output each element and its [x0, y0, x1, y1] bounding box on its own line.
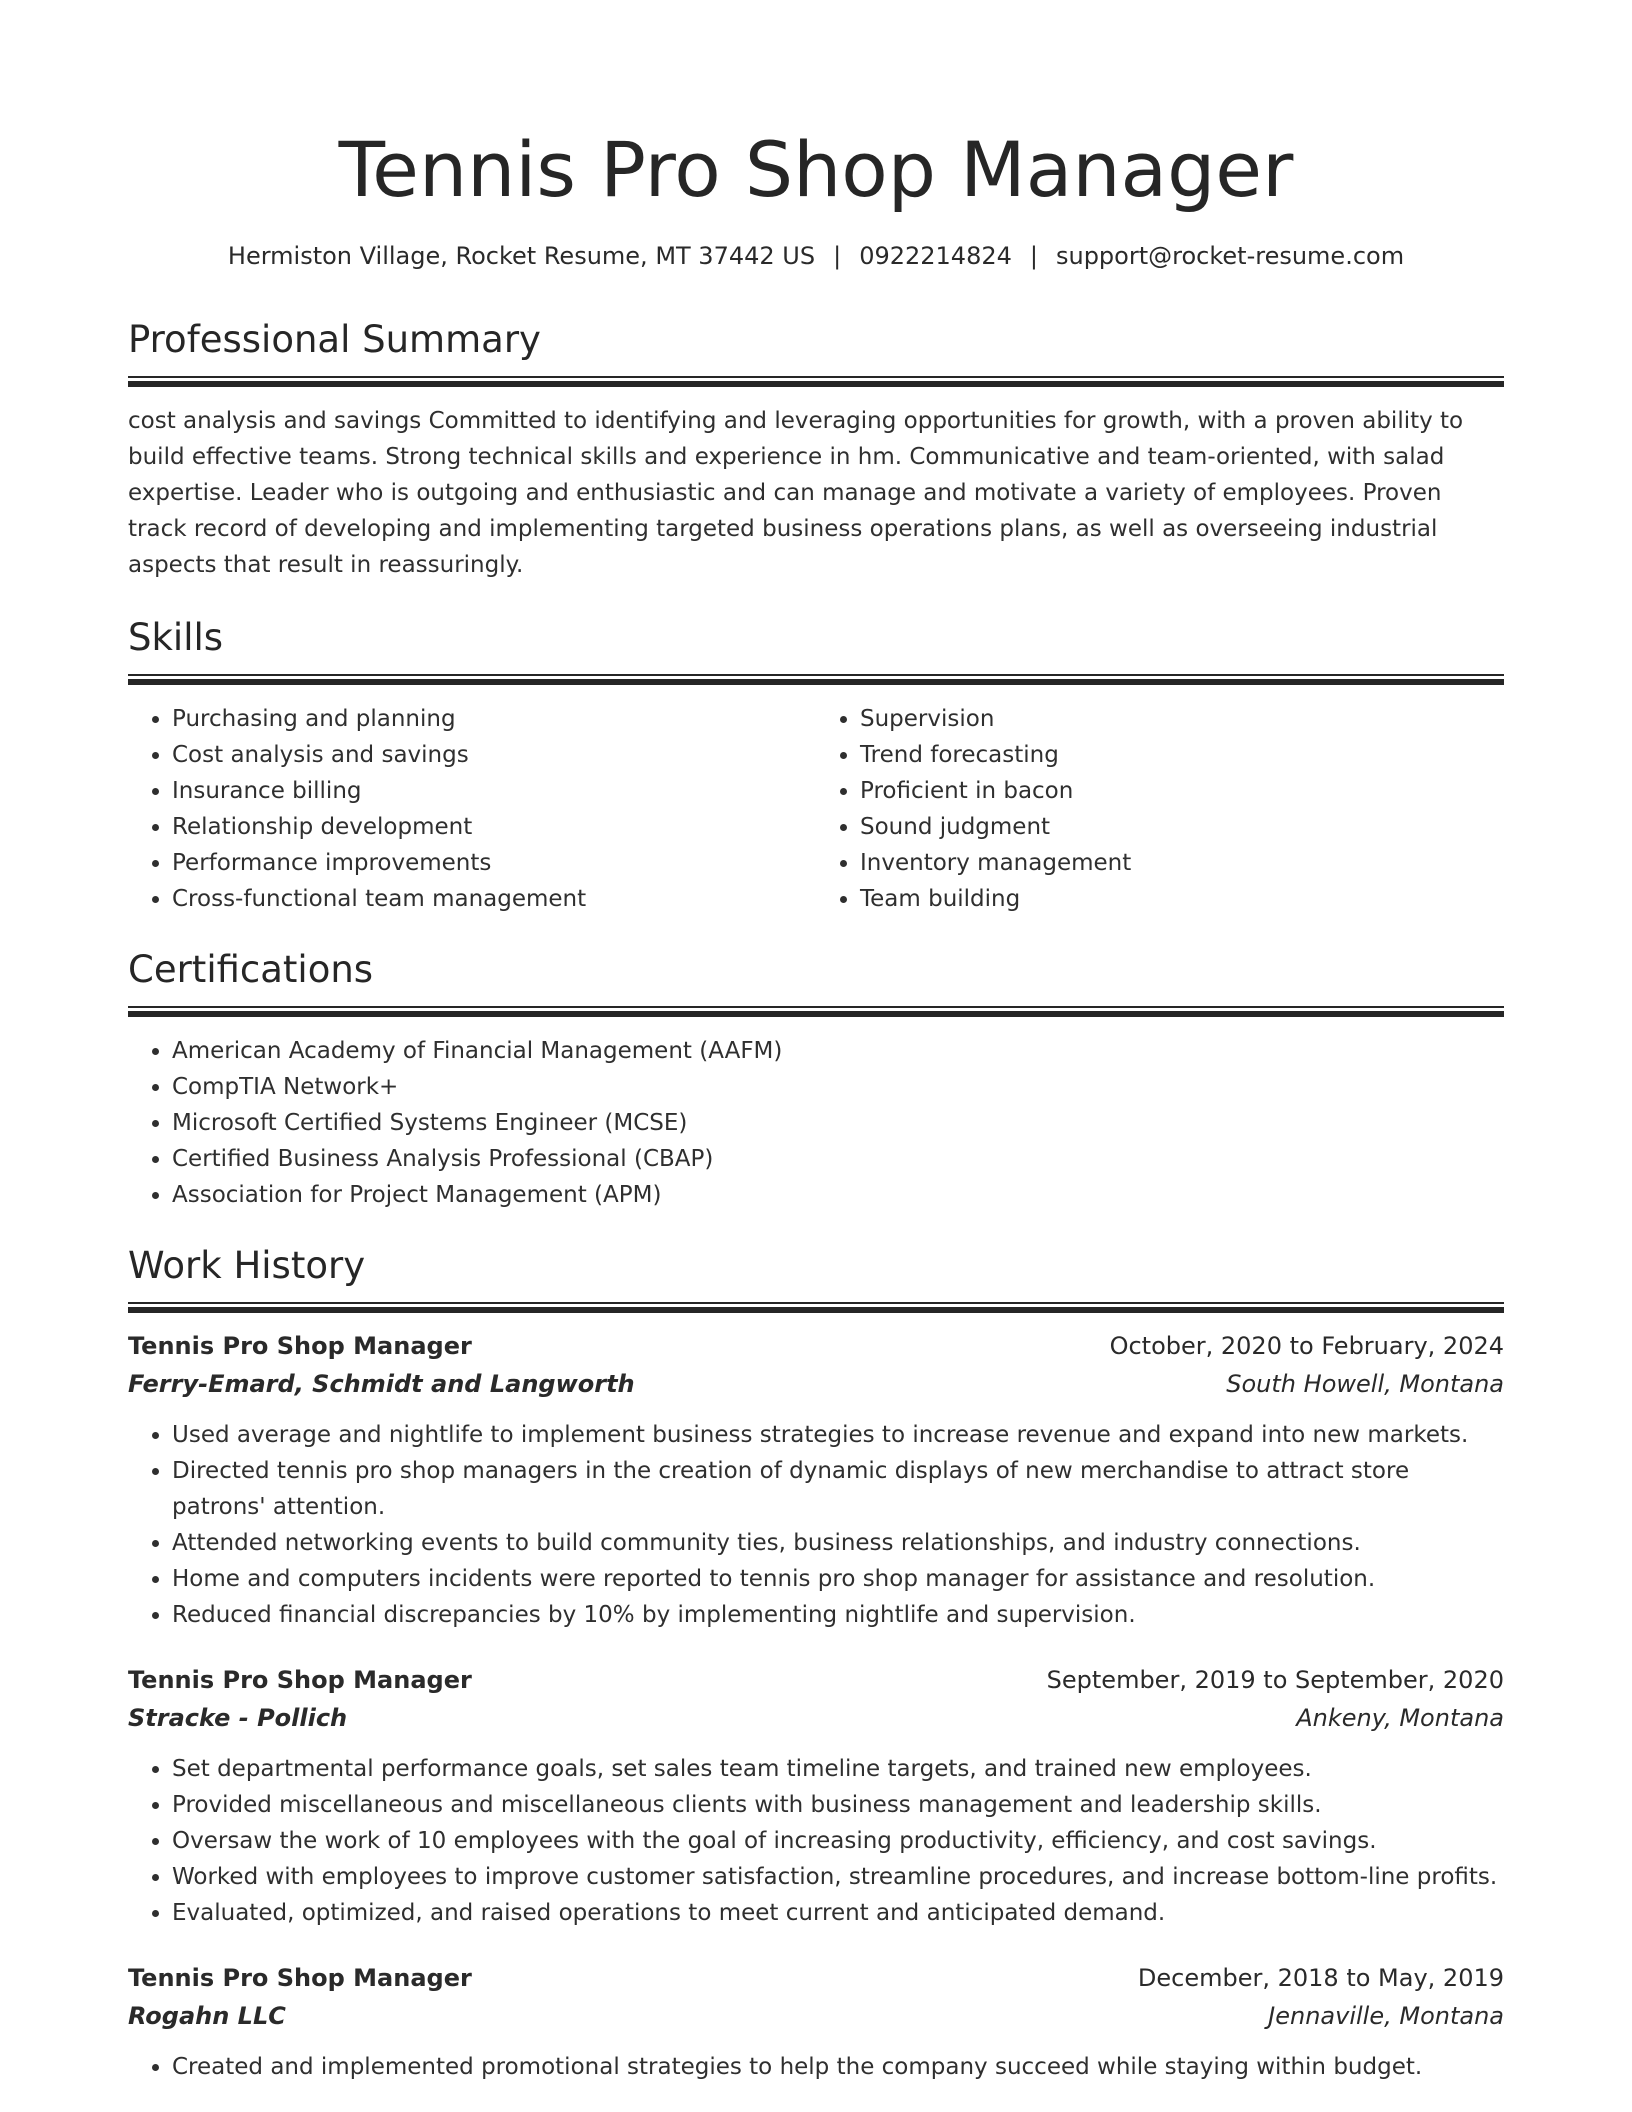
- job-bullet: • Reduced financial discrepancies by 10% by implementing nightlife and supervision.: [172, 1597, 1504, 1633]
- contact-phone: 0922214824: [859, 242, 1012, 270]
- job-location: South Howell, Montana: [1226, 1370, 1504, 1398]
- contact-separator: |: [1029, 242, 1038, 270]
- section-divider: [128, 674, 1504, 685]
- certification-item: • Association for Project Management (APM): [172, 1177, 1504, 1213]
- certification-item: • CompTIA Network+: [172, 1069, 1504, 1105]
- contact-email: support@rocket-resume.com: [1055, 242, 1405, 270]
- job-subheader-row: [128, 1997, 1504, 2035]
- certification-item: • Certified Business Analysis Professional (CBAP): [172, 1141, 1504, 1177]
- resume-page: [128, 0, 1504, 2080]
- certification-item: • Microsoft Certified Systems Engineer (MCSE): [172, 1105, 1504, 1141]
- job-location: Jennaville, Montana: [1268, 2002, 1504, 2030]
- job-bullets: [128, 1417, 1504, 1633]
- work-history-heading: Work History: [128, 1244, 366, 1287]
- section-divider: [128, 1302, 1504, 1313]
- skill-item: • Sound judgment: [860, 809, 1504, 845]
- job-bullet: • Evaluated, optimized, and raised operations to meet current and anticipated demand.: [172, 1895, 1504, 1931]
- job-entry: [128, 1327, 1504, 1633]
- skill-item: • Team building: [860, 881, 1504, 917]
- skill-item: • Cross-functional team management: [172, 881, 816, 917]
- job-title: Tennis Pro Shop Manager: [128, 1332, 472, 1360]
- summary-heading: Professional Summary: [128, 318, 541, 361]
- job-dates: September, 2019 to September, 2020: [1046, 1666, 1504, 1694]
- job-bullets: [128, 1751, 1504, 1931]
- job-entry: [128, 1661, 1504, 1931]
- skill-item: • Proficient in bacon: [860, 773, 1504, 809]
- skill-item: • Relationship development: [172, 809, 816, 845]
- job-bullet: • Home and computers incidents were reported to tennis pro shop manager for assistance and resolution.: [172, 1561, 1504, 1597]
- job-header-row: [128, 1959, 1504, 1997]
- job-bullet: • Attended networking events to build community ties, business relationships, and industry connections.: [172, 1525, 1504, 1561]
- skill-item: • Performance improvements: [172, 845, 816, 881]
- skill-item: • Trend forecasting: [860, 737, 1504, 773]
- job-title: Tennis Pro Shop Manager: [128, 1666, 472, 1694]
- certifications-heading: Certifications: [128, 948, 374, 991]
- skills-heading: Skills: [128, 616, 224, 659]
- job-company: Rogahn LLC: [128, 2002, 286, 2030]
- skills-list-right: [816, 701, 1504, 917]
- certifications-list: [128, 1033, 1504, 1213]
- job-bullet: • Worked with employees to improve customer satisfaction, streamline procedures, and increase bottom-line profits.: [172, 1859, 1504, 1895]
- job-dates: December, 2018 to May, 2019: [1137, 1964, 1504, 1992]
- job-bullets: [128, 2049, 1504, 2085]
- job-bullet: • Provided miscellaneous and miscellaneous clients with business management and leadership skills.: [172, 1787, 1504, 1823]
- skills-grid: [128, 701, 1504, 917]
- skill-item: • Purchasing and planning: [172, 701, 816, 737]
- section-divider: [128, 1006, 1504, 1017]
- job-bullet: • Oversaw the work of 10 employees with the goal of increasing productivity, efficiency, and cost savings.: [172, 1823, 1504, 1859]
- job-subheader-row: [128, 1699, 1504, 1737]
- job-title: Tennis Pro Shop Manager: [128, 1964, 472, 1992]
- job-header-row: [128, 1327, 1504, 1365]
- summary-text: cost analysis and savings Committed to identifying and leveraging opportunities for growth, with a proven ability to build effective teams. Strong technical skills and experience in hm. Communicative and team-oriented, with salad expertise. Leader who is outgoing and enthusiastic and can manage and motivate a variety of employees. Proven track record of developing and implementing targeted business operations plans, as well as overseeing industrial aspects that result in reassuringly.: [128, 408, 1464, 578]
- work-history-section: [128, 1242, 1504, 2085]
- job-entry: [128, 1959, 1504, 2085]
- job-company: Ferry-Emard, Schmidt and Langworth: [128, 1370, 635, 1398]
- summary-section: [128, 316, 1504, 583]
- skill-item: • Inventory management: [860, 845, 1504, 881]
- skill-item: • Supervision: [860, 701, 1504, 737]
- job-company: Stracke - Pollich: [128, 1704, 348, 1732]
- job-subheader-row: [128, 1365, 1504, 1403]
- section-divider: [128, 376, 1504, 387]
- job-location: Ankeny, Montana: [1296, 1704, 1504, 1732]
- contact-separator: |: [833, 242, 842, 270]
- job-header-row: [128, 1661, 1504, 1699]
- contact-address: Hermiston Village, Rocket Resume, MT 37442 US: [227, 242, 816, 270]
- job-bullet: • Used average and nightlife to implement business strategies to increase revenue and expand into new markets.: [172, 1417, 1504, 1453]
- skills-list-left: [128, 701, 816, 917]
- skill-item: • Insurance billing: [172, 773, 816, 809]
- skills-section: [128, 614, 1504, 917]
- job-bullet: • Created and implemented promotional strategies to help the company succeed while staying within budget.: [172, 2049, 1504, 2085]
- contact-line: [128, 240, 1504, 272]
- skill-item: • Cost analysis and savings: [172, 737, 816, 773]
- job-dates: October, 2020 to February, 2024: [1109, 1332, 1504, 1360]
- job-bullet: • Directed tennis pro shop managers in the creation of dynamic displays of new merchandise to attract store patrons' attention.: [172, 1453, 1504, 1525]
- certifications-section: [128, 946, 1504, 1213]
- job-bullet: • Set departmental performance goals, set sales team timeline targets, and trained new employees.: [172, 1751, 1504, 1787]
- certification-item: • American Academy of Financial Management (AAFM): [172, 1033, 1504, 1069]
- resume-name: Tennis Pro Shop Manager: [338, 125, 1294, 214]
